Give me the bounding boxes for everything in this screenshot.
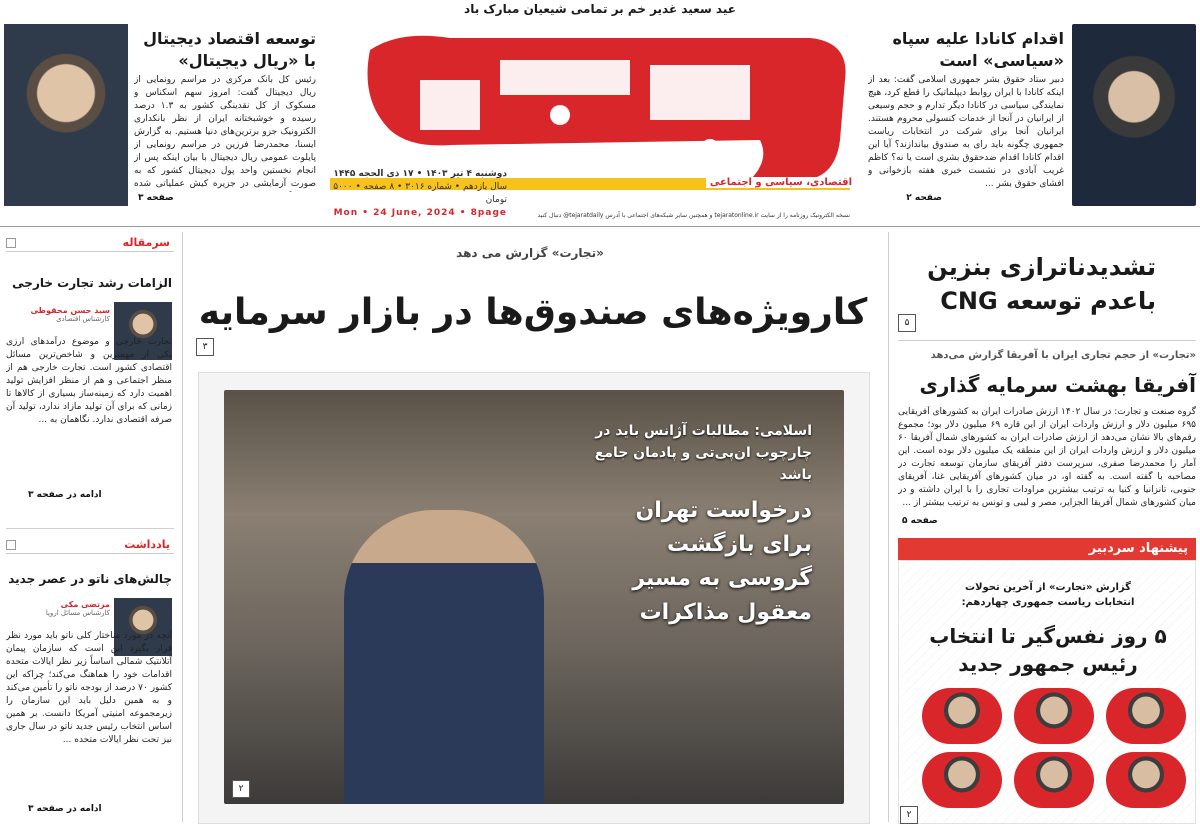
- top-right-page-ref[interactable]: صفحه ۲: [906, 193, 942, 203]
- photo-caption-small: اسلامی: مطالبات آژانس باید در چارچوب ان‌پی‌تی و پادمان جامع باشد: [594, 423, 812, 483]
- suggest-kicker: گزارش «تجارت» از آخرین تحولات انتخابات ریاست جمهوری چهاردهم:: [961, 582, 1135, 608]
- editorial-continue[interactable]: ادامه در صفحه ۳: [28, 490, 102, 500]
- editorial-body: تجارت خارجی و موضوع درآمدهای ارزی یکی از مهمترین و شاخص‌ترین مسائل اقتصادی کشور است. تجارت خارجی هم از منظر اجتماعی و هم از منظر افزایش تولید اهمیت دارد که زمینه‌ساز بسیاری از کالاها تا زمانی که برای آن تولید مازاد ندارد، تولید آن صرفه اقتصادی ندارد. نگاهمان به ...: [6, 337, 172, 425]
- masthead-divider: [0, 226, 1200, 227]
- center-headline: کارویژه‌های صندوق‌ها در بازار سرمایه: [198, 292, 868, 333]
- center-kicker: «تجارت» گزارش می دهد: [456, 246, 604, 260]
- masthead-dateline: دوشنبه ۴ تیر ۱۴۰۳ • ۱۷ ذی الحجه ۱۴۴۵ سال یازدهم • شماره ۳۰۱۶ • ۸ صفحه • ۵۰۰۰ تومان Mon • 24 June, 2024 • 8page: [333, 169, 507, 218]
- right-page-ref[interactable]: صفحه ۵: [902, 516, 938, 526]
- photo-caption-big: درخواست تهران برای بازگشت گروسی به مسیر معقول مذاکرات: [632, 498, 812, 625]
- suggest-page[interactable]: ۲: [900, 806, 918, 824]
- figure-silhouette: [344, 510, 544, 804]
- candidate-portrait: [1106, 688, 1186, 744]
- suggest-banner: [898, 538, 1196, 560]
- right-kicker: «تجارت» از حجم تجاری ایران با آفریقا گزارش می‌دهد: [930, 350, 1196, 361]
- masthead-sites: نسخه الکترونیک روزنامه را از سایت tejaratonline.ir و همچنین سایر شبکه‌های اجتماعی با آدرس tejaratdaily@ دنبال کنید: [537, 212, 850, 219]
- suggest-title: ۵ روز نفس‌گیر تا انتخاب رئیس جمهور جدید: [929, 624, 1167, 676]
- top-left-portrait: [4, 24, 128, 206]
- top-left-title: توسعه اقتصاد دیجیتال با «ریال دیجیتال»: [143, 29, 316, 70]
- top-right-title: اقدام کانادا علیه سپاه «سیاسی» است: [892, 29, 1064, 70]
- candidate-portrait: [922, 752, 1002, 808]
- note-section-label: یادداشت: [124, 538, 170, 551]
- note-author: مرتضی مکی کارشناس مسائل اروپا: [45, 600, 110, 617]
- right-headline: تشدیدناترازی بنزین باعدم توسعه CNG: [927, 253, 1156, 315]
- editorial-section-label: سرمقاله: [122, 236, 170, 249]
- suggest-banner-label: پیشنهاد سردبیر: [1088, 541, 1188, 556]
- right-col-rule: [888, 232, 889, 822]
- right-headline-page[interactable]: ۵: [898, 314, 916, 332]
- editorial-section-tag: [6, 236, 174, 252]
- editorial-author: سید حسن محقوظی کارشناس اقتصادی: [30, 306, 110, 323]
- center-headline-page[interactable]: ۳: [196, 338, 214, 356]
- right-title: آفریقا بهشت سرمایه گذاری: [919, 373, 1196, 397]
- left-col-divider: [6, 528, 174, 529]
- top-banner: عید سعید غدیر خم بر تمامی شیعیان مبارک باد: [464, 2, 736, 16]
- candidate-portrait: [1014, 752, 1094, 808]
- masthead-tagline: اقتصادی، سیاسی و اجتماعی: [706, 177, 856, 188]
- top-right-portrait: [1072, 24, 1196, 206]
- note-continue[interactable]: ادامه در صفحه ۳: [28, 804, 102, 814]
- candidate-portrait: [1106, 752, 1186, 808]
- note-section-tag: [6, 538, 174, 554]
- note-body: آنچه در مورد ساختار کلی ناتو باید مورد نظر قرار بگیرد این است که سازمان پیمان آتلانتیک شمالی اساساً زیر نظر ایالات متحده اقدامات خود را هماهنگ می‌کند؛ چراکه این کشور ۷۰ درصد از بودجه ناتو را تأمین می‌کند و به همین دلیل باید این سازمان را زیرمجموعه امنیتی آمریکا دانست. بر همین اساس انتخاب رئیس جدید ناتو در سال جاری نیز تحت نظر ایالات متحده ...: [6, 631, 172, 745]
- candidate-portrait: [1014, 688, 1094, 744]
- right-body: گروه صنعت و تجارت: در سال ۱۴۰۲ ارزش صادرات ایران به کشورهای آفریقایی ۶۹۵ میلیون دلار و ارزش واردات ایران از این قاره ۶۹ میلیون دلار بود؛ مجموع رقم‌های بالا نشان می‌دهد از ارزش صادرات ایران به کشورهای شمال آفریقا ۶۰ میلیون دلار و ارزش واردات ایران از این منطقه یک میلیون دلار بوده است. این آمار را محمدرضا صفری، سرپرست دفتر آفریقای سازمان توسعه تجارت در مصاحبه با گفته است. به گفته او، در میان کشورهای آفریقایی غنا، آفریقای جنوبی، تانزانیا و کنیا به ترتیب بیشترین مراودات تجاری را با ایران داشته و در میان کشورهای شمال آفریقا الجزایر، مصر و لیبی و تونس به ترتیب بیشتر از ...: [898, 407, 1196, 508]
- note-title: چالش‌های ناتو در عصر جدید: [8, 572, 172, 586]
- top-right-body: دبیر ستاد حقوق بشر جمهوری اسلامی گفت: بعد از اینکه کانادا با ایران روابط دیپلماتیک را قطع کرد، هیچ نمایندگی سیاسی در کانادا دیگر تدارم و حجم وسیعی از ایرانیان در آنجا از خدمات کنسولی محروم هستند. ایرانیان آنجا برای شرکت در انتخابات ریاست جمهوری چگونه باید رای به صندوق بیاندازند؟ آیا این اقدام کانادا اقدام ضدحقوق بشری است یا نه؟ کاظم غریب آبادی در نشست خبری هفته بازخوانی و افشای حقوق بشر ...: [868, 75, 1064, 189]
- photo-page[interactable]: ۲: [232, 780, 250, 798]
- top-left-page-ref[interactable]: صفحه ۳: [138, 193, 174, 203]
- left-col-rule: [182, 232, 183, 822]
- top-left-body: رئیس کل بانک مرکزی در مراسم رونمایی از ریال دیجیتال گفت: امروز سهم اسکناس و مسکوک از کل نقدینگی کشور به ۱.۳ درصد رسیده و خوشبختانه ایران از نظر بانکداری الکترونیک جزو برترین‌های دنیا هستیم. به گزارش ایسنا، محمدرضا فرزین در مراسم رونمایی از پایلوت عمومی ریال دیجیتال با بیان اینکه پس از انجام نخستین واحد پول دیجیتال کشور که به صورت آزمایشی در جزیره کیش عملیاتی شده: [134, 75, 316, 189]
- editorial-title: الزامات رشد تجارت خارجی: [12, 276, 172, 290]
- right-col-divider: [898, 340, 1196, 341]
- candidate-portraits: [922, 688, 1186, 812]
- candidate-portrait: [922, 688, 1002, 744]
